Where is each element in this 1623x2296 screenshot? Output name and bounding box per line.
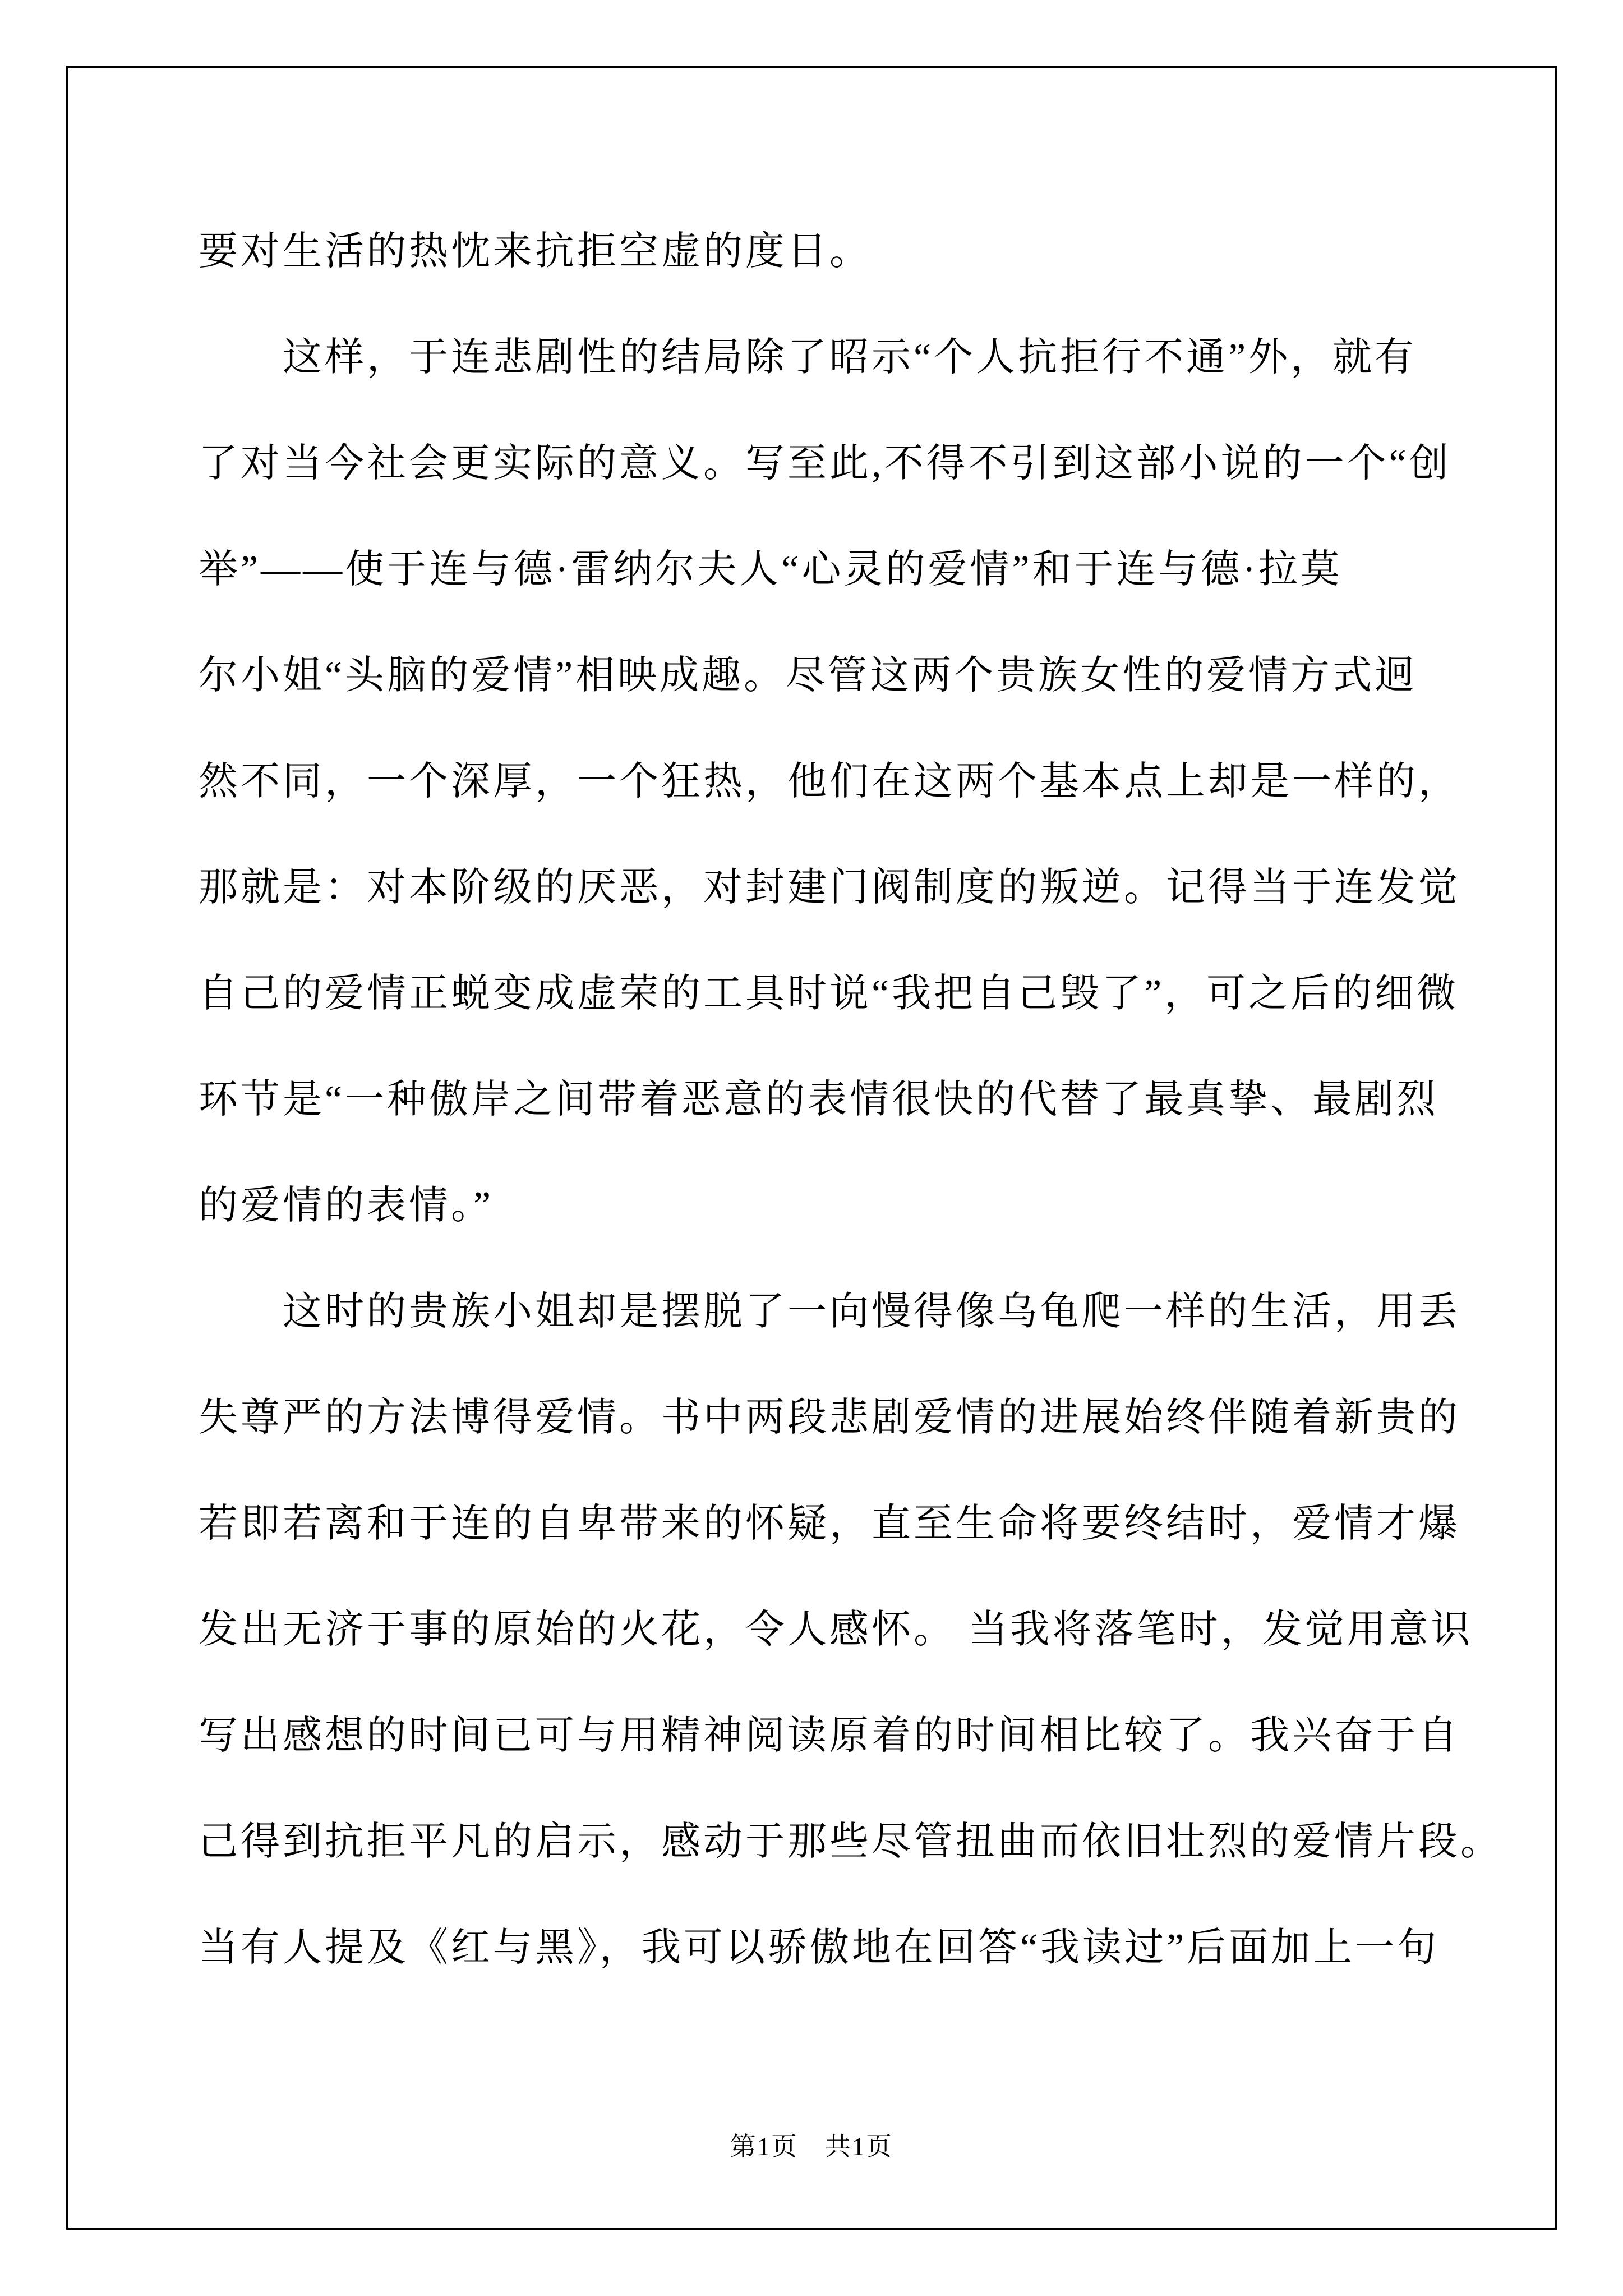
text-line-9: 环节是“一种傲岸之间带着恶意的表情很快的代替了最真挚、最剧烈 xyxy=(199,1078,1439,1121)
text-line-15: 写出感想的时间已可与用精神阅读原着的时间相比较了。我兴奋于自 xyxy=(199,1714,1460,1757)
page-border-frame xyxy=(66,66,1557,2230)
text-line-4: 举”——使于连与德·雷纳尔夫人“心灵的爱情”和于连与德·拉莫 xyxy=(199,548,1343,591)
text-line-6: 然不同，一个深厚，一个狂热，他们在这两个基本点上却是一样的， xyxy=(199,760,1460,803)
body-text xyxy=(199,199,1502,2001)
text-line-11: 这时的贵族小姐却是摆脱了一向慢得像乌龟爬一样的生活，用丢 xyxy=(199,1290,1460,1333)
text-line-10: 的爱情的表情。” xyxy=(199,1184,494,1227)
text-line-16: 己得到抗拒平凡的启示，感动于那些尽管扭曲而依旧壮烈的爱情片段。 xyxy=(199,1820,1502,1864)
text-line-7: 那就是：对本阶级的厌恶，对封建门阀制度的叛逆。记得当于连发觉 xyxy=(199,866,1460,909)
text-line-14: 发出无济于事的原始的火花，令人感怀。 当我将落笔时，发觉用意识 xyxy=(199,1608,1473,1651)
text-line-13: 若即若离和于连的自卑带来的怀疑，直至生命将要终结时，爱情才爆 xyxy=(199,1502,1460,1545)
text-line-17: 当有人提及《红与黑》，我可以骄傲地在回答“我读过”后面加上一句 xyxy=(199,1926,1440,1970)
text-line-12: 失尊严的方法博得爱情。书中两段悲剧爱情的进展始终伴随着新贵的 xyxy=(199,1396,1460,1439)
text-line-3: 了对当今社会更实际的意义。写至此,不得不引到这部小说的一个“创 xyxy=(199,442,1451,485)
page-footer: 第1页 共1页 xyxy=(730,2132,893,2161)
text-line-2: 这样，于连悲剧性的结局除了昭示“个人抗拒行不通”外，就有 xyxy=(199,336,1417,379)
text-line-5: 尔小姐“头脑的爱情”相映成趣。尽管这两个贵族女性的爱情方式迥 xyxy=(199,654,1417,697)
text-line-8: 自己的爱情正蜕变成虚荣的工具时说“我把自己毁了”，可之后的细微 xyxy=(199,972,1459,1015)
text-line-1: 要对生活的热忱来抗拒空虚的度日。 xyxy=(199,230,872,273)
